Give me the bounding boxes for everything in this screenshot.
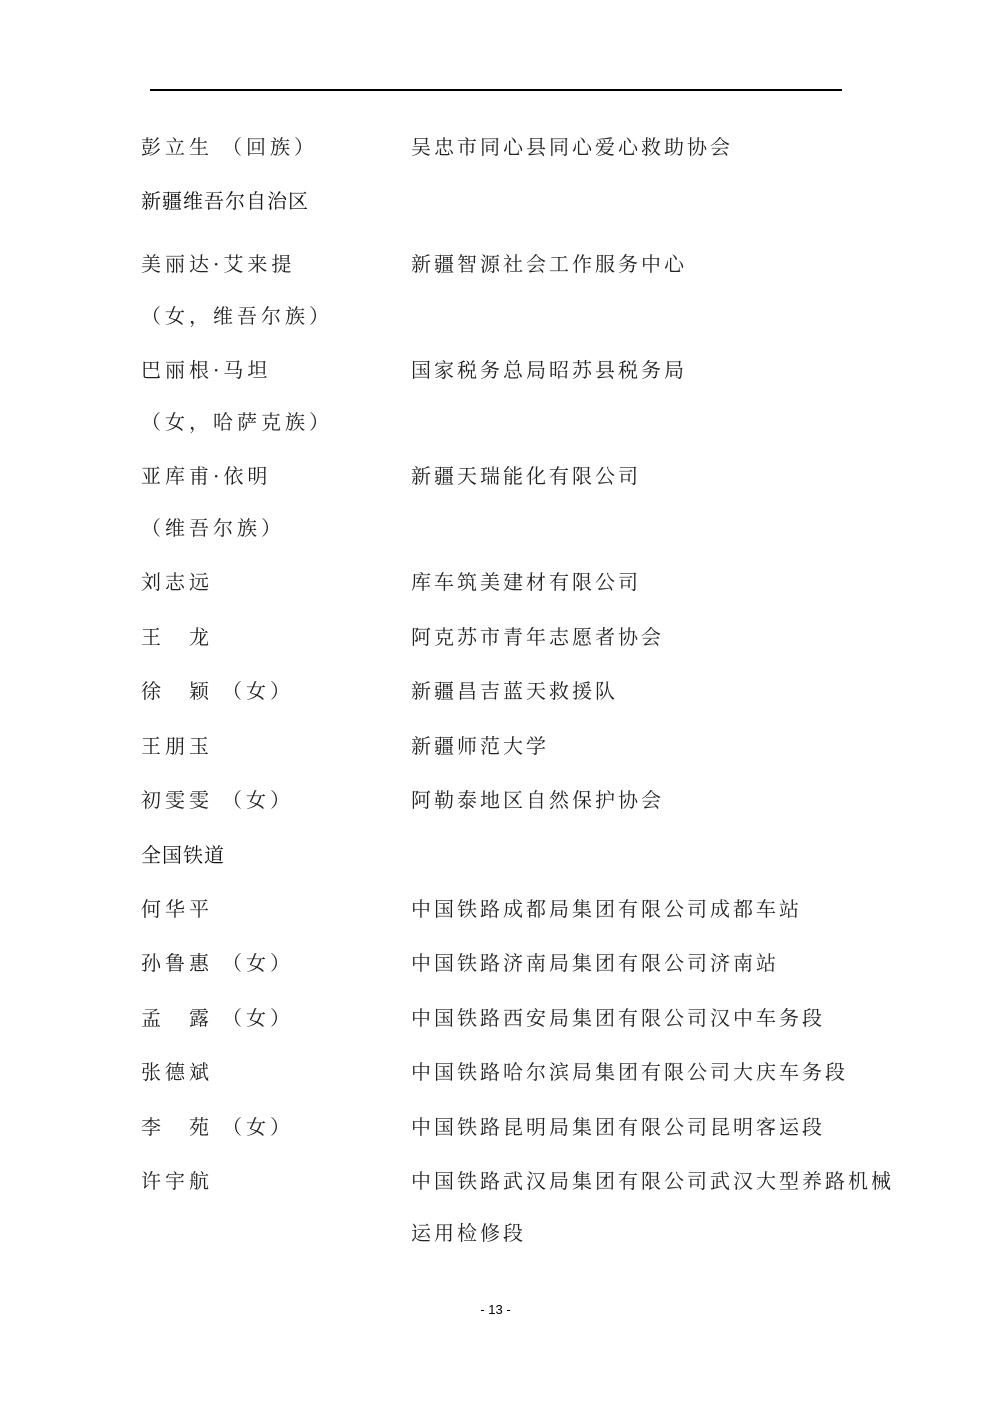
honoree-name: 徐 颖 (141, 679, 213, 703)
honoree-name: 彭立生 (141, 135, 213, 159)
honoree-name: 巴丽根·马坦 (141, 358, 272, 382)
honoree-organization: 新疆昌吉蓝天救援队 (411, 679, 618, 703)
region-heading-xinjiang: 新疆维吾尔自治区 (141, 189, 309, 213)
honoree-entry (0, 461, 991, 491)
honoree-entry (0, 249, 991, 279)
header-rule (150, 89, 842, 91)
honoree-subnote: （女，哈萨克族） (141, 410, 333, 434)
honoree-entry (0, 676, 991, 706)
honoree-note: （回族） (222, 135, 318, 159)
honoree-organization: 新疆师范大学 (411, 734, 549, 758)
honoree-name: 王 龙 (141, 625, 213, 649)
honoree-name: 孙鲁惠 (141, 951, 213, 975)
honoree-organization: 中国铁路武汉局集团有限公司武汉大型养路机械 (411, 1169, 894, 1193)
honoree-organization: 中国铁路昆明局集团有限公司昆明客运段 (411, 1115, 825, 1139)
honoree-subnote: （女，维吾尔族） (141, 304, 333, 328)
honoree-organization: 阿勒泰地区自然保护协会 (411, 788, 664, 812)
honoree-organization: 中国铁路西安局集团有限公司汉中车务段 (411, 1006, 825, 1030)
honoree-entry (0, 1003, 991, 1033)
region-heading-railway: 全国铁道 (141, 843, 225, 867)
honoree-note: （女） (222, 788, 294, 812)
honoree-name: 李 苑 (141, 1115, 213, 1139)
honoree-name: 亚库甫·依明 (141, 464, 272, 488)
honoree-entry (0, 894, 991, 924)
honoree-name: 王朋玉 (141, 734, 213, 758)
honoree-entry (0, 731, 991, 761)
honoree-entry (0, 567, 991, 597)
honoree-entry (0, 1057, 991, 1087)
honoree-name: 许宇航 (141, 1169, 213, 1193)
honoree-name: 何华平 (141, 897, 213, 921)
honoree-entry (0, 948, 991, 978)
honoree-organization-continued: 运用检修段 (411, 1221, 526, 1245)
honoree-name: 张德斌 (141, 1060, 213, 1084)
honoree-organization: 新疆智源社会工作服务中心 (411, 252, 687, 276)
honoree-name: 孟 露 (141, 1006, 213, 1030)
honoree-note: （女） (222, 1115, 294, 1139)
honoree-name: 刘志远 (141, 570, 213, 594)
honoree-organization: 国家税务总局昭苏县税务局 (411, 358, 687, 382)
honoree-organization: 吴忠市同心县同心爱心救助协会 (411, 135, 733, 159)
honoree-organization: 中国铁路济南局集团有限公司济南站 (411, 951, 779, 975)
honoree-organization: 中国铁路哈尔滨局集团有限公司大庆车务段 (411, 1060, 848, 1084)
honoree-entry (0, 355, 991, 385)
honoree-name: 初雯雯 (141, 788, 213, 812)
honoree-note: （女） (222, 679, 294, 703)
honoree-entry (0, 622, 991, 652)
page-number: - 13 - (480, 1302, 511, 1317)
honoree-subnote: （维吾尔族） (141, 516, 285, 540)
honoree-name: 美丽达·艾来提 (141, 252, 296, 276)
honoree-entry (0, 1112, 991, 1142)
honoree-organization: 库车筑美建材有限公司 (411, 570, 641, 594)
honoree-entry (0, 1166, 991, 1196)
honoree-note: （女） (222, 1006, 294, 1030)
honoree-organization: 新疆天瑞能化有限公司 (411, 464, 641, 488)
honoree-note: （女） (222, 951, 294, 975)
honoree-organization: 中国铁路成都局集团有限公司成都车站 (411, 897, 802, 921)
honoree-organization: 阿克苏市青年志愿者协会 (411, 625, 664, 649)
honoree-entry (0, 132, 991, 162)
honoree-entry (0, 785, 991, 815)
